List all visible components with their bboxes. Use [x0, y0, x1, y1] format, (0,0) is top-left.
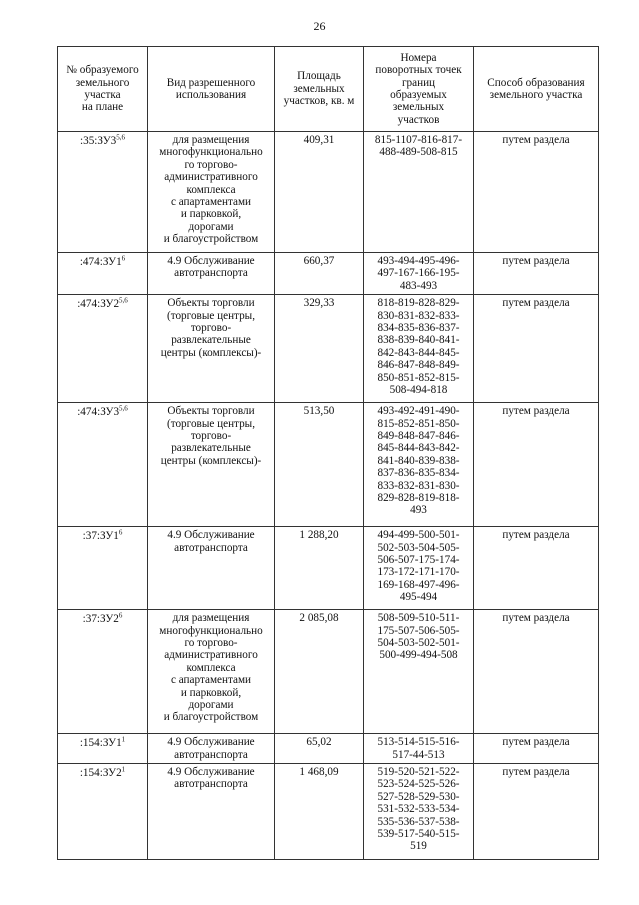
boundary-points-cell	[364, 403, 474, 527]
header-line: Номера	[400, 51, 437, 64]
footnote-mark: 1	[121, 735, 126, 744]
plot-designation: :35:ЗУ3	[80, 135, 117, 147]
formation-method-cell: путем раздела	[474, 295, 599, 403]
permitted-use-line: и благоустройством	[163, 711, 259, 724]
permitted-use-line: комплекса	[186, 183, 236, 196]
boundary-points-line: 517-44-513	[392, 748, 445, 761]
permitted-use-line: (торговые центры,	[167, 309, 255, 322]
boundary-points-line: 842-843-844-845-	[377, 346, 460, 359]
table-row	[58, 734, 599, 764]
header-area	[275, 47, 364, 132]
permitted-use-line: административного	[164, 649, 258, 662]
area-cell: 65,02	[275, 734, 364, 764]
permitted-use-line: центры (комплексы)-	[160, 346, 262, 359]
permitted-use-line: автотранспорта	[174, 778, 248, 791]
header-line: № образуемого	[66, 64, 139, 77]
boundary-points-line: 815-852-851-850-	[377, 417, 460, 430]
table-row	[58, 764, 599, 860]
boundary-points-line: 818-819-828-829-	[377, 297, 460, 310]
boundary-points-line: 833-832-831-830-	[377, 479, 460, 492]
boundary-points-line: 502-503-504-505-	[377, 541, 460, 554]
boundary-points-cell	[364, 734, 474, 764]
permitted-use-line: и благоустройством	[163, 233, 259, 246]
plot-designation-cell	[58, 295, 148, 403]
header-permitted-use	[148, 47, 275, 132]
boundary-points-line: 838-839-840-841-	[377, 334, 460, 347]
permitted-use-line: и парковкой,	[180, 686, 242, 699]
header-plot-number	[58, 47, 148, 132]
area-cell: 2 085,08	[275, 610, 364, 734]
boundary-points-line: 169-168-497-496-	[377, 578, 460, 591]
header-line: границ	[401, 76, 436, 89]
permitted-use-cell	[148, 403, 275, 527]
header-line: Вид разрешенного	[166, 76, 256, 89]
boundary-points-cell	[364, 527, 474, 610]
boundary-points-line: 493-492-491-490-	[377, 405, 460, 418]
header-line: земельных	[392, 101, 445, 114]
permitted-use-cell	[148, 527, 275, 610]
boundary-points-line: 830-831-832-833-	[377, 309, 460, 322]
boundary-points-line: 849-848-847-846-	[377, 430, 460, 443]
header-line: земельных	[293, 82, 345, 95]
boundary-points-line: 535-536-537-538-	[377, 815, 460, 828]
boundary-points-line: 493	[410, 504, 427, 517]
boundary-points-line: 841-840-839-838-	[377, 454, 460, 467]
boundary-points-line: 506-507-175-174-	[377, 554, 460, 567]
permitted-use-line: го торгово-	[184, 158, 238, 171]
permitted-use-line: центры (комплексы)-	[160, 454, 262, 467]
boundary-points-line: 173-172-171-170-	[377, 566, 460, 579]
plot-designation-cell	[58, 734, 148, 764]
permitted-use-line: (торговые центры,	[167, 417, 255, 430]
boundary-points-line: 845-844-843-842-	[377, 442, 460, 455]
boundary-points-line: 494-499-500-501-	[377, 529, 460, 542]
formation-method-cell: путем раздела	[474, 132, 599, 253]
permitted-use-cell	[148, 610, 275, 734]
boundary-points-line: 495-494	[399, 591, 438, 604]
permitted-use-line: с апартаментами	[170, 196, 252, 209]
header-line: земельного	[75, 76, 130, 89]
plot-designation-cell	[58, 764, 148, 860]
permitted-use-line: комплекса	[186, 661, 236, 674]
permitted-use-line: 4.9 Обслуживание	[167, 736, 255, 749]
formation-method-cell: путем раздела	[474, 527, 599, 610]
permitted-use-line: многофункционально	[159, 624, 263, 637]
boundary-points-cell	[364, 132, 474, 253]
footnote-mark: 6	[121, 254, 126, 263]
boundary-points-cell	[364, 764, 474, 860]
permitted-use-line: го торгово-	[184, 637, 238, 650]
plot-designation: :37:ЗУ1	[82, 530, 119, 543]
plot-designation: :154:ЗУ2	[79, 767, 122, 780]
boundary-points-line: 527-528-529-530-	[377, 790, 460, 803]
boundary-points-line: 523-524-525-526-	[377, 778, 460, 791]
area-cell: 409,31	[275, 132, 364, 253]
permitted-use-line: 4.9 Обслуживание	[167, 255, 255, 267]
plot-designation-cell	[58, 403, 148, 527]
permitted-use-line: торгово-	[190, 322, 232, 335]
footnote-mark: 5,6	[119, 296, 128, 305]
boundary-points-cell	[364, 610, 474, 734]
boundary-points-line: 834-835-836-837-	[377, 322, 460, 335]
boundary-points-cell	[364, 253, 474, 295]
plot-designation-cell	[58, 527, 148, 610]
header-line: образуемых	[390, 89, 447, 101]
permitted-use-line: торгово-	[190, 430, 232, 443]
formation-method-cell: путем раздела	[474, 403, 599, 527]
footnote-mark: 5,6	[119, 404, 128, 413]
plot-designation-cell	[58, 132, 148, 253]
header-line: на плане	[81, 101, 124, 114]
area-cell: 513,50	[275, 403, 364, 527]
permitted-use-line: развлекательные	[171, 334, 251, 347]
header-formation-method	[474, 47, 599, 132]
page-number: 26	[313, 19, 326, 33]
header-line: участка	[84, 89, 121, 101]
formation-method-cell: путем раздела	[474, 764, 599, 860]
plot-designation: :37:ЗУ2	[82, 613, 119, 626]
plot-designation: :474:ЗУ1	[79, 256, 122, 268]
plot-designation: :474:ЗУ2	[77, 298, 120, 311]
table-row	[58, 132, 599, 253]
formation-method-cell: путем раздела	[474, 610, 599, 734]
land-plots-table	[57, 46, 599, 860]
boundary-points-line: 519-520-521-522-	[377, 766, 460, 779]
header-line: Способ образования	[487, 76, 585, 89]
permitted-use-line: многофункционально	[159, 146, 263, 159]
permitted-use-line: дорогами	[188, 220, 234, 233]
footnote-mark: 6	[118, 528, 123, 537]
footnote-mark: 5,6	[116, 133, 125, 142]
boundary-points-cell	[364, 295, 474, 403]
boundary-points-line: 829-828-819-818-	[377, 492, 460, 505]
formation-method-cell: путем раздела	[474, 253, 599, 295]
table-row	[58, 253, 599, 295]
permitted-use-line: автотранспорта	[174, 748, 248, 761]
header-line: участков	[397, 113, 440, 126]
boundary-points-line: 504-503-502-501-	[377, 637, 460, 650]
plot-designation-cell	[58, 253, 148, 295]
permitted-use-line: административного	[164, 171, 258, 184]
header-line: земельного участка	[489, 89, 583, 101]
permitted-use-cell	[148, 764, 275, 860]
boundary-points-line: 483-493	[399, 279, 438, 292]
boundary-points-line: 488-489-508-815	[379, 146, 458, 159]
permitted-use-line: автотранспорта	[174, 541, 248, 554]
permitted-use-line: Объекты торговли	[167, 297, 255, 310]
permitted-use-cell	[148, 132, 275, 253]
permitted-use-line: 4.9 Обслуживание	[167, 766, 255, 779]
table-row	[58, 295, 599, 403]
permitted-use-cell	[148, 295, 275, 403]
boundary-points-line: 846-847-848-849-	[377, 359, 460, 372]
plot-designation: :474:ЗУ3	[77, 406, 120, 419]
boundary-points-line: 815-1107-816-817-	[374, 134, 463, 146]
footnote-mark: 6	[118, 611, 123, 620]
header-line: использования	[175, 89, 247, 101]
boundary-points-line: 531-532-533-534-	[377, 803, 460, 816]
permitted-use-line: Объекты торговли	[167, 405, 255, 418]
boundary-points-line: 497-167-166-195-	[377, 267, 460, 280]
table-row	[58, 610, 599, 734]
header-line: поворотных точек	[375, 64, 462, 77]
area-cell: 329,33	[275, 295, 364, 403]
boundary-points-line: 513-514-515-516-	[377, 736, 460, 749]
area-cell: 1 468,09	[275, 764, 364, 860]
table-row	[58, 527, 599, 610]
permitted-use-line: с апартаментами	[170, 674, 252, 687]
permitted-use-line: 4.9 Обслуживание	[167, 529, 255, 542]
boundary-points-line: 850-851-852-815-	[377, 371, 460, 384]
boundary-points-line: 500-499-494-508	[379, 649, 458, 662]
header-boundary-points	[364, 47, 474, 132]
header-line: Площадь	[297, 70, 341, 83]
boundary-points-line: 837-836-835-834-	[377, 467, 460, 480]
permitted-use-line: и парковкой,	[180, 208, 242, 221]
plot-designation-cell	[58, 610, 148, 734]
boundary-points-line: 175-507-506-505-	[377, 624, 460, 637]
formation-method-cell: путем раздела	[474, 734, 599, 764]
footnote-mark: 1	[121, 765, 126, 774]
permitted-use-cell	[148, 734, 275, 764]
area-cell: 1 288,20	[275, 527, 364, 610]
permitted-use-line: для размещения	[172, 134, 250, 146]
boundary-points-line: 493-494-495-496-	[377, 255, 460, 267]
permitted-use-cell	[148, 253, 275, 295]
table-header-row	[58, 47, 599, 132]
table-body	[58, 132, 599, 860]
area-cell: 660,37	[275, 253, 364, 295]
plot-designation: :154:ЗУ1	[79, 737, 122, 750]
boundary-points-line: 519	[410, 840, 427, 853]
boundary-points-line: 539-517-540-515-	[377, 828, 460, 841]
permitted-use-line: дорогами	[188, 699, 234, 712]
boundary-points-line: 508-494-818	[389, 384, 448, 397]
permitted-use-line: автотранспорта	[174, 267, 248, 280]
table-row	[58, 403, 599, 527]
permitted-use-line: для размещения	[172, 612, 250, 625]
permitted-use-line: развлекательные	[171, 442, 251, 455]
header-line: участков, кв. м	[283, 95, 355, 108]
boundary-points-line: 508-509-510-511-	[377, 612, 460, 625]
